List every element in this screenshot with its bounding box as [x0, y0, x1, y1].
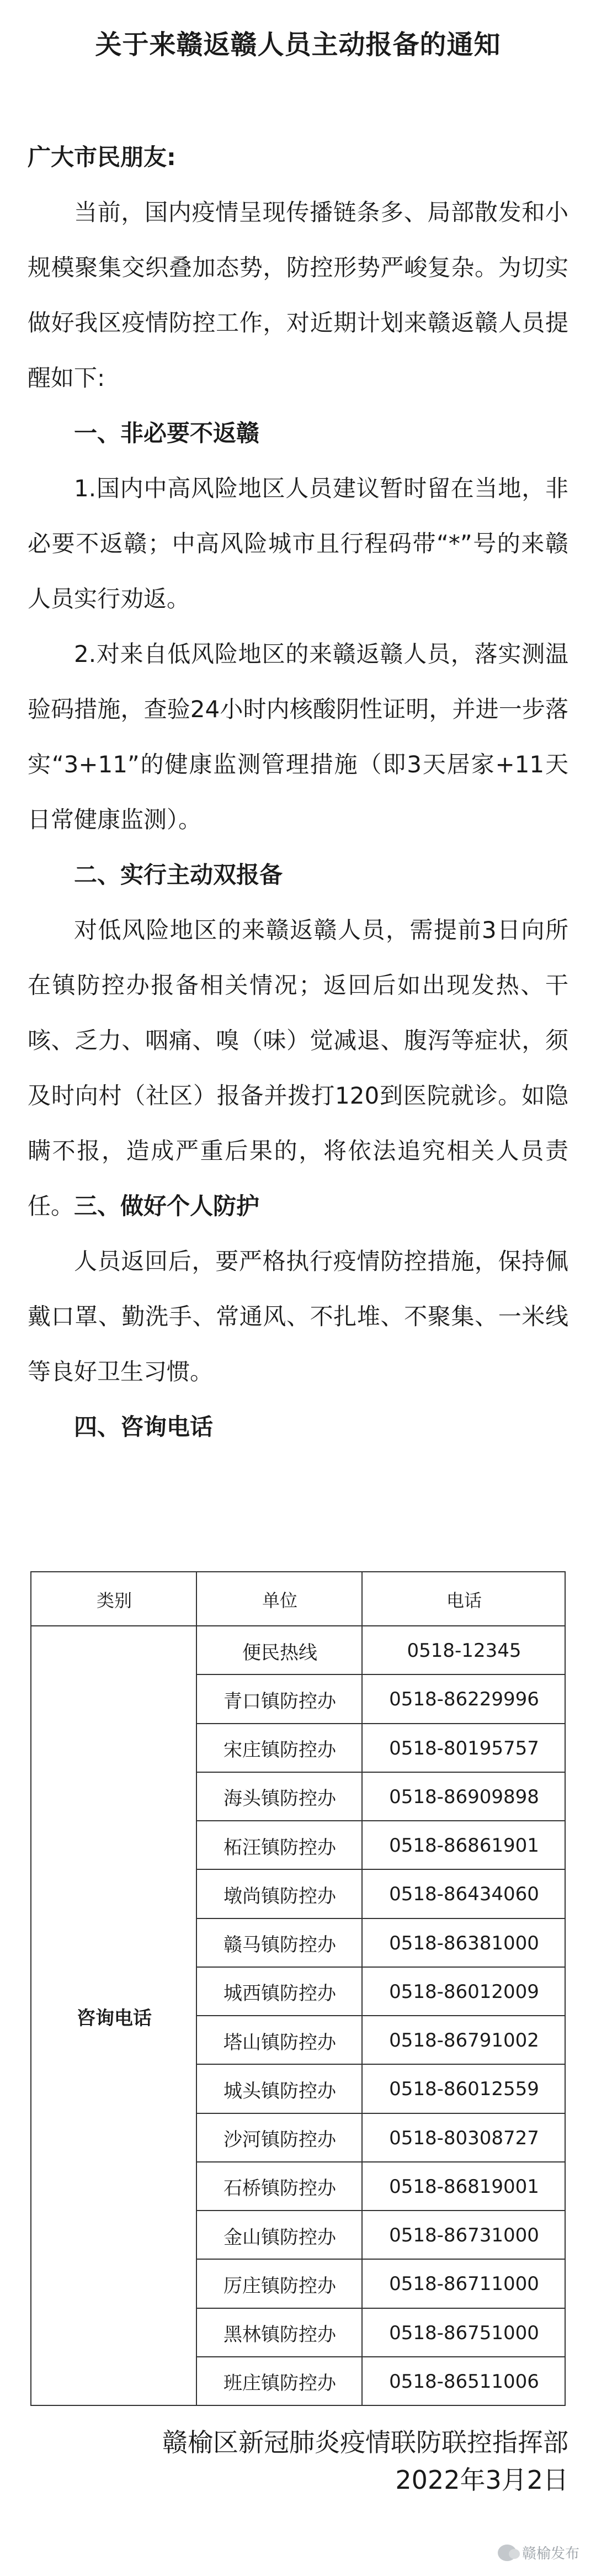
table-cell-phone: 0518-12345 — [407, 1640, 522, 1662]
table-cell-phone: 0518-86909898 — [389, 1785, 539, 1808]
table-cell-unit: 城头镇防控办 — [223, 2080, 336, 2102]
table-cell-phone: 0518-86711000 — [389, 2273, 539, 2296]
table-cell-phone: 0518-86434060 — [389, 1883, 539, 1906]
issue-date: 2022年3月2日 — [395, 2465, 568, 2495]
page-title: 关于来赣返赣人员主动报备的通知 — [95, 29, 501, 60]
table-cell-unit: 班庄镇防控办 — [223, 2372, 336, 2395]
watermark-text: 赣榆发布 — [522, 2546, 579, 2562]
table-header-phone: 电话 — [446, 1590, 482, 1611]
table-cell-unit: 石桥镇防控办 — [223, 2177, 336, 2200]
table-cell-phone: 0518-80195757 — [389, 1737, 539, 1759]
section-1-heading: 一、非必要不返赣 — [74, 420, 260, 447]
table-cell-unit: 赣马镇防控办 — [223, 1934, 336, 1957]
table-cell-unit: 青口镇防控办 — [223, 1690, 336, 1713]
table-cell-phone: 0518-86751000 — [389, 2321, 539, 2344]
table-cell-unit: 沙河镇防控办 — [223, 2129, 336, 2151]
table-cell-phone: 0518-86819001 — [389, 2175, 539, 2198]
section-2-paragraph: 对低风险地区的来赣返赣人员，需提前3日向所在镇防控办报备相关情况；返回后如出现发热、干咳、乏力、咽痛、嗅（味）觉减退、腹泻等症状，须及时向村（社区）报备并拨打120到医院就诊。如隐瞒不报，造成严重后果的，将依法追究相关人员责任。 — [28, 916, 568, 1220]
table-cell-phone: 0518-86229996 — [389, 1688, 539, 1711]
table-cell-phone: 0518-86511006 — [389, 2370, 539, 2393]
table-cell-unit: 宋庄镇防控办 — [223, 1739, 336, 1762]
table-cell-unit: 厉庄镇防控办 — [223, 2275, 336, 2297]
table-cell-unit: 金山镇防控办 — [223, 2226, 336, 2249]
category-cell: 咨询电话 — [77, 2007, 152, 2029]
table-cell-unit: 便民热线 — [242, 1641, 317, 1664]
table-cell-phone: 0518-86731000 — [389, 2224, 539, 2247]
table-cell-phone: 0518-86861901 — [389, 1835, 539, 1857]
table-cell-unit: 黑林镇防控办 — [223, 2324, 336, 2346]
table-cell-phone: 0518-80308727 — [389, 2127, 539, 2149]
table-cell-unit: 柘汪镇防控办 — [223, 1836, 336, 1859]
table-header-category: 类别 — [96, 1590, 132, 1611]
table-cell-unit: 城西镇防控办 — [223, 1983, 336, 2005]
table-cell-phone: 0518-86012559 — [389, 2078, 539, 2101]
table-cell-unit: 墩尚镇防控办 — [223, 1885, 336, 1907]
issuing-organization: 赣榆区新冠肺炎疫情联防联控指挥部 — [162, 2427, 568, 2457]
section-1-paragraph-1: 1.国内中高风险地区人员建议暂时留在当地，非必要不返赣；中高风险城市且行程码带“*”号的来赣人员实行劝返。 — [28, 475, 568, 612]
table-header-unit: 单位 — [262, 1590, 297, 1611]
table-cell-phone: 0518-86791002 — [389, 2029, 539, 2052]
greeting: 广大市民朋友: — [28, 144, 176, 171]
table-cell-phone: 0518-86012009 — [389, 1980, 539, 2003]
section-3-paragraph: 人员返回后，要严格执行疫情防控措施，保持佩戴口罩、勤洗手、常通风、不扎堆、不聚集、一米线等良好卫生习惯。 — [28, 1248, 568, 1385]
table-cell-unit: 海头镇防控办 — [223, 1788, 336, 1810]
section-4-heading: 四、咨询电话 — [74, 1413, 214, 1440]
wechat-icon — [498, 2545, 517, 2561]
watermark — [498, 2542, 579, 2563]
table-cell-phone: 0518-86381000 — [389, 1932, 539, 1954]
section-3-heading: 三、做好个人防护 — [74, 1192, 260, 1220]
signature-block — [162, 2424, 568, 2499]
contact-table — [30, 1571, 566, 2406]
intro-paragraph: 当前，国内疫情呈现传播链条多、局部散发和小规模聚集交织叠加态势，防控形势严峻复杂。为切实做好我区疫情防控工作，对近期计划来赣返赣人员提醒如下: — [28, 199, 568, 391]
section-2-heading: 二、实行主动双报备 — [74, 861, 283, 888]
table-cell-unit: 塔山镇防控办 — [223, 2031, 336, 2054]
section-1-paragraph-2: 2.对来自低风险地区的来赣返赣人员，落实测温验码措施，查验24小时内核酸阴性证明，并进一步落实“3+11”的健康监测管理措施（即3天居家+11天日常健康监测）。 — [28, 640, 568, 833]
